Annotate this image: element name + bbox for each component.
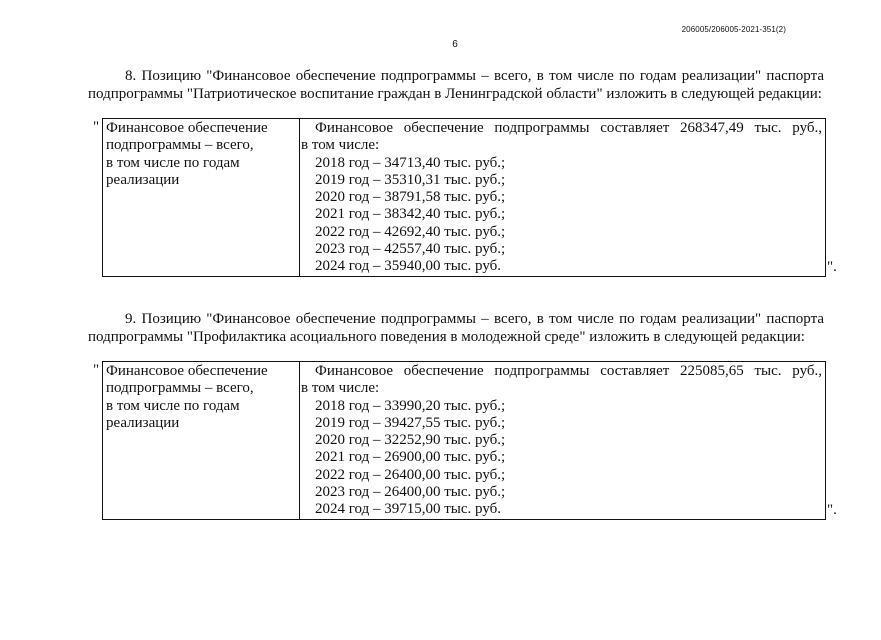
position-name-line: в том числе по годам	[106, 154, 240, 171]
year-funding-line: 2022 год – 26400,00 тыс. руб.;	[315, 466, 506, 483]
year-funding-line: 2019 год – 39427,55 тыс. руб.;	[315, 414, 506, 431]
page-number: 6	[452, 39, 458, 50]
table-row	[103, 119, 826, 277]
section-8-paragraph: 8. Позицию "Финансовое обеспечение подпрограммы – всего, в том числе по годам реализации" паспорта подпрограммы "Патриотическое воспитание граждан в Ленинградской области" изложить в следующей редакции:	[88, 68, 824, 102]
position-name-line: Финансовое обеспечение	[106, 363, 268, 379]
including-line: в том числе:	[301, 380, 380, 397]
position-value-cell	[300, 119, 826, 277]
position-name-line: подпрограммы – всего,	[106, 380, 254, 397]
section-9-paragraph: 9. Позицию "Финансовое обеспечение подпрограммы – всего, в том числе по годам реализации" паспорта подпрограммы "Профилактика асоциального поведения в молодежной среде" изложить в следующей редакции:	[88, 311, 824, 345]
position-name-line: подпрограммы – всего,	[106, 137, 254, 154]
year-funding-line: 2024 год – 39715,00 тыс. руб.	[315, 501, 502, 518]
position-value-cell	[300, 362, 826, 520]
year-funding-line: 2022 год – 42692,40 тыс. руб.;	[315, 223, 506, 240]
position-name-line: реализации	[106, 414, 180, 431]
year-funding-line: 2018 год – 34713,40 тыс. руб.;	[315, 154, 506, 171]
year-funding-line: 2021 год – 26900,00 тыс. руб.;	[315, 449, 506, 466]
section-8-close-quote: ".	[827, 259, 837, 275]
position-name-cell	[103, 362, 300, 520]
section-9-close-quote: ".	[827, 502, 837, 518]
year-funding-line: 2020 год – 32252,90 тыс. руб.;	[315, 432, 506, 449]
section-9-finance-table	[102, 361, 826, 520]
year-funding-line: 2023 год – 26400,00 тыс. руб.;	[315, 484, 506, 501]
total-funding-line: Финансовое обеспечение подпрограммы составляет 225085,65 тыс. руб.,	[315, 363, 822, 379]
section-8-finance-table	[102, 118, 826, 277]
section-8-open-quote: "	[93, 119, 100, 135]
total-funding-line: Финансовое обеспечение подпрограммы составляет 268347,49 тыс. руб.,	[315, 120, 822, 136]
section-9-open-quote: "	[93, 362, 100, 378]
table-row	[103, 362, 826, 520]
year-funding-line: 2019 год – 35310,31 тыс. руб.;	[315, 171, 506, 188]
year-funding-line: 2024 год – 35940,00 тыс. руб.	[315, 258, 502, 275]
year-funding-line: 2023 год – 42557,40 тыс. руб.;	[315, 241, 506, 258]
position-name-line: реализации	[106, 171, 180, 188]
position-name-line: в том числе по годам	[106, 397, 240, 414]
position-name-cell	[103, 119, 300, 277]
including-line: в том числе:	[301, 137, 380, 154]
year-funding-line: 2021 год – 38342,40 тыс. руб.;	[315, 206, 506, 223]
position-name-line: Финансовое обеспечение	[106, 120, 268, 136]
year-funding-line: 2020 год – 38791,58 тыс. руб.;	[315, 189, 506, 206]
document-code: 206005/206005-2021-351(2)	[681, 25, 786, 34]
year-funding-line: 2018 год – 33990,20 тыс. руб.;	[315, 397, 506, 414]
